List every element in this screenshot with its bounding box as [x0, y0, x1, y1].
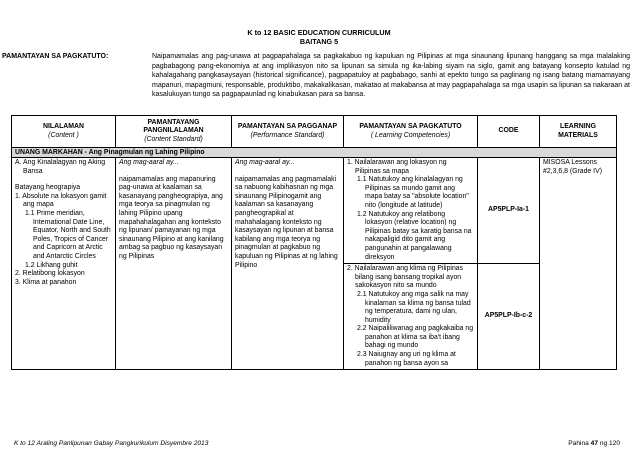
competency-1-2: 1.2 Natutukoy ang relatibong lokasyon (relative location) ng Pilipinas batay sa karatig bansa na nakapaligid dito gamit ang pangunahin at pangalawang direksyon — [357, 210, 472, 261]
content-item-1: 1. Absolute na lokasyon gamit ang mapa — [15, 192, 107, 209]
header-performance-standard: PAMANTAYAN SA PAGGANAP (Performance Standard) — [232, 116, 344, 148]
competencies-cell-2 — [344, 264, 478, 370]
content-standard-lead: Ang mag-aaral ay... — [119, 159, 179, 166]
learning-materials-cell: MISOSA Lessons #2,3,6,8 (Grade IV) — [540, 158, 617, 370]
grade-title: BAITANG 5 — [299, 37, 339, 46]
curriculum-title: K to 12 BASIC EDUCATION CURRICULUM — [247, 28, 391, 37]
learning-standard-label: PAMANTAYAN SA PAGKATUTO: — [2, 53, 109, 60]
competencies-cell-1 — [344, 158, 478, 264]
learning-standard-text: Naipamamalas ang pag-unawa at pagpapahalaga sa pagkakabuo ng kapuluan ng Pilipinas at mga sinaunang lipunang hanggang sa mga malalaking pagbabagong pang-ekonomiya at ang implikasyon nito sa lipunan sa simula ng ika-labing siyam na siglo, gamit ang batayang konsepto katulad ng kahalagahang pangkasaysayan (historical significance), pagpapatuloy at pagbabago, sanhi at epekto tungo sa paglinang ng isang batang mamamayang mapanuri, mapagmuni, responsable, produktibo, makakalikasan, makatao at makabansa at may pagpapahalaga sa mga usapin sa lipunan sa nakaraan at kasalukuyan tungo sa pagpapaunlad ng kinabukasan para sa bansa. — [152, 53, 630, 99]
performance-standard-cell — [232, 158, 344, 370]
page-footer — [14, 440, 620, 447]
page-number: Pahina 47 ng 120 — [568, 440, 620, 447]
content-cell — [12, 158, 116, 370]
header-content: NILALAMAN (Content ) — [12, 116, 116, 148]
code-cell-2: AP5PLP-Ib-c-2 — [478, 264, 540, 370]
competency-2: 2. Nailalarawan ang klima ng Pilipinas bilang isang bansang tropikal ayon sakokasyon nito sa mundo — [347, 265, 464, 290]
performance-standard-lead: Ang mag-aaral ay... — [235, 159, 295, 166]
table-header-row — [12, 116, 617, 148]
quarter-band-row — [12, 148, 617, 158]
table-row — [12, 158, 617, 264]
content-item-1-2: 1.2 Likhang guhit — [25, 261, 78, 269]
competency-1-1: 1.1 Natutukoy ang kinalalagyan ng Pilipinas sa mundo gamit ang mapa batay sa "absolute location" nito (longitude at latitude) — [357, 176, 469, 209]
competency-2-3: 2.3 Naiugnay ang uri ng klima at panahon ng bansa ayon sa — [357, 351, 456, 367]
code-cell-1: AP5PLP-Ia-1 — [478, 158, 540, 264]
competency-1: 1. Nailalarawan ang lokasyon ng Pilipinas sa mapa — [347, 159, 447, 175]
content-item-1-1: 1.1 Prime meridian, International Date Line, Equator, North and South Poles, Tropics of Cancer and Capricorn at Arctic and Antarctic Circles — [25, 209, 111, 260]
content-standard-cell — [116, 158, 232, 370]
content-standard-text: naipamamalas ang mapanuring pag-unawa at kaalaman sa kasanayang pangheograpiya, ang mga teorya sa pinagmulan ng lahing Pilipino upang mapahahalagahan ang konteksto ng lipunan/ pamayanan ng mga sinaunang Pilipino at ang kanilang ambag sa pagbuo ng kasaysayan ng Pilipinas — [119, 175, 224, 260]
content-item-2: 2. Relatibong lokasyon — [15, 270, 85, 278]
document-header — [0, 28, 638, 46]
content-item-3: 3. Klima at panahon — [15, 278, 77, 286]
header-content-standard: PAMANTAYANG PANGNILALAMAN (Content Standard) — [116, 116, 232, 148]
content-batayang: Batayang heograpiya — [15, 184, 81, 192]
content-item-a: A. Ang Kinalalagyan ng Aking Bansa — [15, 159, 106, 175]
header-code: CODE — [478, 116, 540, 148]
performance-standard-text: naipamamalas ang pagmamalaki sa nabuong kabihasnan ng mga sinaunang Pilipinogamit ang kaalaman sa kasanayang pangheograpikal at mahahalagang konteksto ng kasaysayan ng lipunan at bansa kabilang ang mga teorya ng pinagmulan at pagkabuo ng kapuluan ng Pilipinas at ng lahing Pilipino — [235, 175, 338, 269]
competency-2-1: 2.1 Natutukoy ang mga salik na may kinalaman sa klima ng bansa tulad ng temperatura, dami ng ulan, humidity — [357, 290, 471, 324]
header-learning-materials: LEARNING MATERIALS — [540, 116, 617, 148]
quarter-band: UNANG MARKAHAN - Ang Pinagmulan ng Lahing Pilipino — [12, 148, 617, 158]
curriculum-table — [11, 115, 617, 370]
header-learning-competencies: PAMANTAYAN SA PAGKATUTO ( Learning Competencies) — [344, 116, 478, 148]
competency-2-2: 2.2 Naipaliliwanag ang pagkakaiba ng panahon at klima sa iba't ibang bahagi ng mundo — [357, 325, 474, 350]
footer-left-text: K to 12 Araling Panlipunan Gabay Pangkurikulum Disyembre 2013 — [14, 440, 209, 447]
